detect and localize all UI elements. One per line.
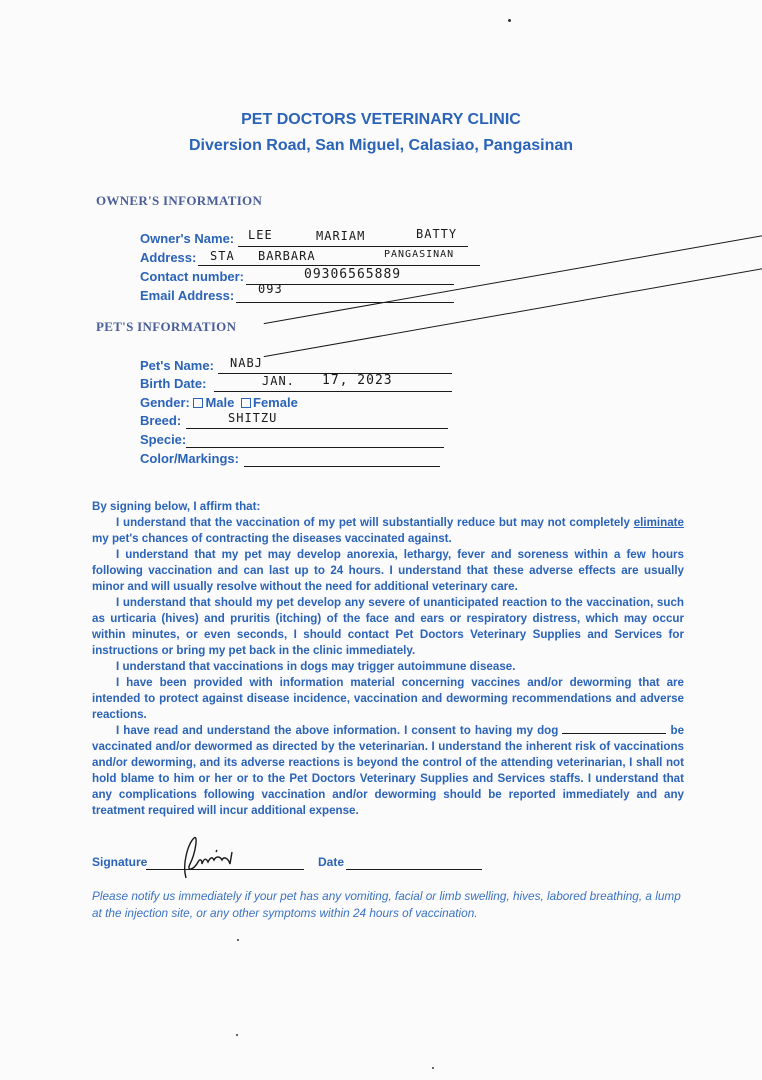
scan-speck [237,939,239,941]
clinic-address: Diversion Road, San Miguel, Calasiao, Pangasinan [188,137,574,154]
clinic-name: PET DOCTORS VETERINARY CLINIC [241,111,521,128]
consent-paragraph-5: I have been provided with information material concerning vaccines and/or deworming that are intended to protect against disease incidence, vaccination and deworming recommendations and adverse reactions. [92,676,684,721]
pet-birth-label: Birth Date: [140,376,207,391]
pet-specie-label: Specie: [140,432,187,447]
pet-breed-value: SHITZU [228,411,278,425]
consent-intro: By signing below, I affirm that: [92,500,261,513]
pet-color-field[interactable] [244,466,440,467]
consent-paragraph-3: I understand that should my pet develop any severe of unanticipated reaction to the vaccination, such as urticaria (hives) and pruritis (itching) of the face and ears or respiratory distress, which may occur within minutes, or even seconds, I should contact Pet Doctors Veterinary Supplies and Services for instructions or bring my pet back in the clinic immediately. [92,596,684,657]
date-field[interactable] [346,869,482,870]
pet-birth-field[interactable] [214,391,452,392]
pet-birth-month: JAN. [262,374,295,388]
consent-paragraph-6: I have read and understand the above information. I consent to having my dog be vaccinated and/or dewormed as directed by the veterinarian. I understand the inherent risk of vaccinations and/or deworming, and its adverse reactions is beyond the control of the attending veterinarian, I shall not hold blame to him or her or to the Pet Doctors Veterinary Supplies and Services staffs. I understand that any complications following vaccination and/or deworming should be reported immediately and any treatment required will incur additional expense. [92,724,685,817]
owner-section-title: OWNER'S INFORMATION [96,193,263,208]
pet-name-value: NABJ [230,356,263,370]
pet-specie-field[interactable] [186,447,444,448]
owner-address-field[interactable] [198,265,480,266]
handwritten-signature-icon [172,834,236,880]
owner-name-field[interactable] [238,246,468,247]
owner-email-label: Email Address: [140,288,235,303]
owner-contact-label: Contact number: [140,269,244,284]
date-label: Date [318,855,345,869]
pet-color-label: Color/Markings: [140,451,239,466]
pet-gender-label: Gender: [140,395,190,410]
owner-address-part2: BARBARA [258,249,762,263]
consent-paragraph-2: I understand that my pet may develop anorexia, lethargy, fever and soreness within a few hours following vaccination and can last up to 24 hours. I understand that these adverse effects are usually minor and will usually resolve without the need for additional veterinary care. [92,548,684,593]
consent-paragraph-1: I understand that the vaccination of my pet will substantially reduce but may not completely eliminate my pet's chances of contracting the diseases vaccinated against. [92,516,684,545]
pet-name-label: Pet's Name: [140,358,214,373]
owner-address-part1: STA [210,249,235,263]
signature-label: Signature [92,855,148,869]
consent-text [92,499,684,819]
pet-gender-row [140,395,298,410]
scan-speck [508,19,511,22]
gender-female-label: Female [253,395,298,410]
scan-speck [236,1034,238,1036]
owner-address-part3: PANGASINAN [384,249,455,260]
pet-section-title: PET'S INFORMATION [96,319,237,334]
notify-note: Please notify us immediately if your pet has any vomiting, facial or limb swelling, hives, labored breathing, a lump at the injection site, or any other symptoms within 24 hours of vaccination. [92,889,681,920]
pet-birth-day-year: 17, 2023 [322,373,393,388]
owner-address-label: Address: [140,250,197,265]
owner-contact-value: 09306565889 [304,267,402,282]
gender-male-checkbox[interactable] [193,398,203,408]
eliminate-word: eliminate [633,516,684,529]
owner-email-field[interactable] [236,302,454,303]
owner-name-middle: MARIAM [316,229,366,243]
owner-name-first: LEE [248,228,273,242]
owner-contact-crossed: 093 [258,282,762,296]
dog-consent-blank[interactable] [562,723,666,734]
pet-breed-label: Breed: [140,413,182,428]
gender-female-checkbox[interactable] [241,398,251,408]
owner-name-last: BATTY [416,227,458,241]
scan-speck [432,1067,434,1069]
gender-male-label: Male [205,395,235,410]
consent-paragraph-4: I understand that vaccinations in dogs may trigger autoimmune disease. [116,660,516,673]
owner-name-label: Owner's Name: [140,231,235,246]
pet-breed-field[interactable] [186,428,448,429]
